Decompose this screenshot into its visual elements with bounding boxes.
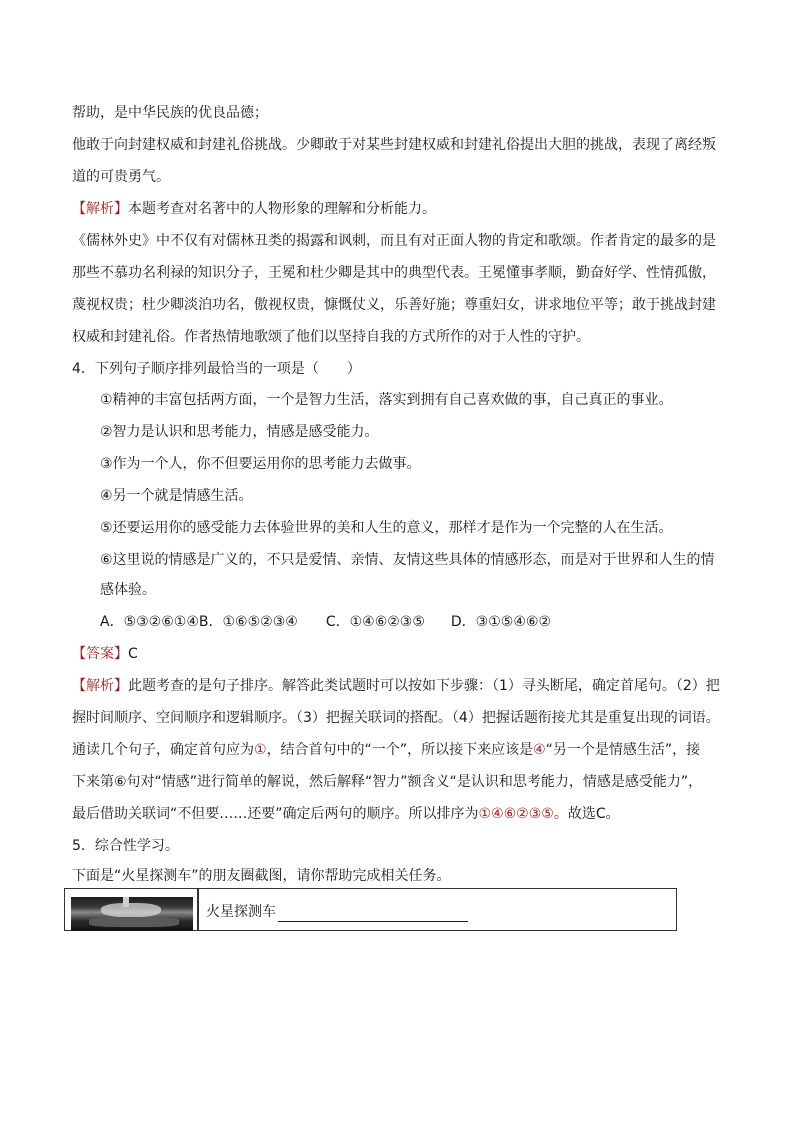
analysis-line [72,676,720,696]
text-line: 握时间顺序、空间顺序和逻辑顺序。（3）把握关联词的搭配。（4）把握话题衔接尤其是重复出现的词语。 [72,710,720,726]
sentence-item: ③作为一个人，你不但要运用你的思考能力去做事。 [100,456,421,472]
question-intro: 下面是“火星探测车”的朋友圈截图，请你帮助完成相关任务。 [72,868,451,884]
analysis-tag: 【解析】 [72,201,128,217]
sentence-item: ④另一个就是情感生活。 [100,488,253,504]
analysis-text: 此题考查的是句子排序。解答此类试题时可以按如下步骤：（1）寻头断尾，确定首尾句。（2）把 [128,678,720,694]
analysis-line [72,199,436,219]
sentence-item: ①精神的丰富包括两方面，一个是智力生活，落实到拥有自己喜欢做的事，自己真正的事业。 [100,392,673,408]
snippet-divider [197,888,199,931]
text-line: 下来第⑥句对“情感”进行简单的解说，然后解释“智力”额含义“是认识和思考能力，情感是感受能力”， [72,774,703,790]
snippet-label [206,902,468,922]
highlight-order: ①④⑥②③⑤ [478,806,554,822]
sentence-item-cont: 感体验。 [100,582,156,598]
analysis-tag: 【解析】 [72,678,128,694]
text-segment: 最后借助关联词“不但要……还要”确定后两句的顺序。所以排序为 [72,806,479,822]
option-a[interactable]: A．⑤③②⑥①④ [100,614,199,630]
sentence-item: ②智力是认识和思考能力，情感是感受能力。 [100,424,379,440]
options-row [100,612,551,632]
answer-line [72,644,138,664]
question-stem: 5．综合性学习。 [72,838,179,854]
text-line [72,804,620,824]
answer-tag: 【答案】 [72,646,128,662]
highlight-mark: ① [254,742,267,758]
text-segment: 通读几个句子，确定首句应为 [72,742,254,758]
sentence-item: ⑥这里说的情感是广义的，不只是爱情、亲情、友情这些具体的情感形态，而是对于世界和人生的情 [100,552,715,568]
text-segment: “另一个是情感生活”，接 [545,742,701,758]
option-d[interactable]: D．③①⑤④⑥② [450,614,551,630]
text-line [72,740,700,760]
answer-blank[interactable] [278,907,468,922]
text-line: 权威和封建礼俗。作者热情地歌颂了他们以坚持自我的方式所作的对于人性的守护。 [72,329,590,345]
question-stem: 4．下列句子顺序排列最恰当的一项是（ ） [72,361,361,377]
text-line: 那些不慕功名利禄的知识分子，王冕和杜少卿是其中的典型代表。王冕懂事孝顺，勤奋好学、性情孤傲， [72,265,716,281]
text-segment: ，结合首句中的“一个”，所以接下来应该是 [266,742,534,758]
highlight-mark: ④ [533,742,546,758]
text-segment: 。故选C。 [553,806,620,822]
text-line: 他敢于向封建权威和封建礼俗挑战。少卿敢于对某些封建权威和封建礼俗提出大胆的挑战，表现了离经叛 [72,137,716,153]
rover-name: 火星探测车 [206,904,276,920]
text-line: 《儒林外史》中不仅有对儒林丑类的揭露和讽刺，而且有对正面人物的肯定和歌颂。作者肯定的最多的是 [72,233,716,249]
option-b[interactable]: B．①⑥⑤②③④ [198,614,298,630]
text-line: 蔑视权贵；杜少卿淡泊功名，傲视权贵，慷慨仗义，乐善好施；尊重妇女，讲求地位平等；敢于挑战封建 [72,297,716,313]
option-c[interactable]: C．①④⑥②③⑤ [325,614,425,630]
text-line: 帮助，是中华民族的优良品德； [72,105,268,121]
answer-value: C [128,646,138,662]
analysis-text: 本题考查对名著中的人物形象的理解和分析能力。 [128,201,436,217]
sentence-item: ⑤还要运用你的感受能力去体验世界的美和人生的意义，那样才是作为一个完整的人在生活。 [100,520,673,536]
mars-rover-image [71,897,193,931]
text-line: 道的可贵勇气。 [72,169,170,185]
